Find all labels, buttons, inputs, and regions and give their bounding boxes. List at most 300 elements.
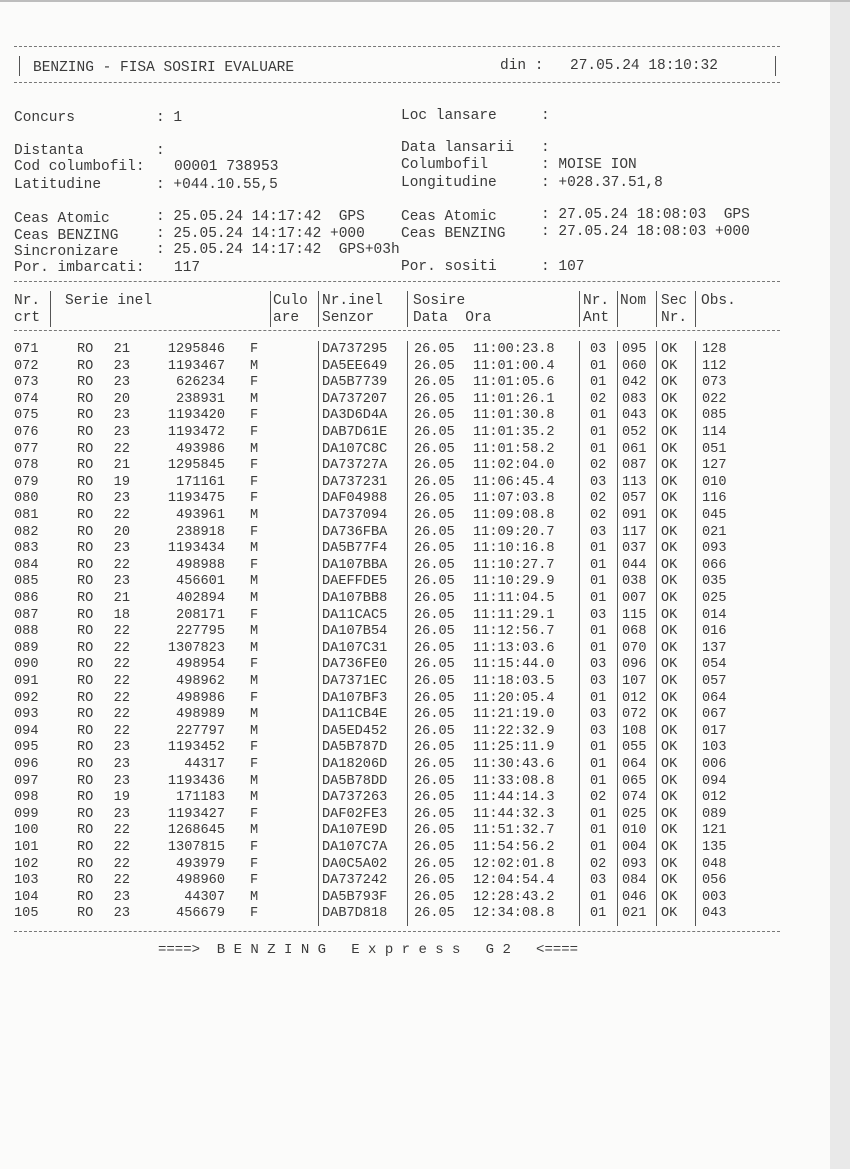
ceas-atomic-value: : 25.05.24 14:17:42 GPS [156,209,365,225]
col-culoare-2: are [273,310,300,326]
cell-ora: 11:01:05.6 [473,375,555,391]
cell-data: 26.05 [414,707,455,723]
cell-an: 22 [113,674,130,689]
cell-obs: 014 [702,607,727,623]
cell-tara: RO [77,773,94,789]
cell-tara: RO [77,707,94,723]
cell-ora: 11:10:27.7 [473,557,555,573]
cell-ant: 03 [590,674,607,689]
cell-an: 22 [113,707,130,723]
cell-nom: 021 [622,906,647,922]
cell-ant: 02 [590,491,607,507]
cell-nr-crt: 086 [14,591,39,606]
cell-inel: 238918 [176,524,225,540]
cell-an: 23 [113,740,130,756]
cell-ant: 01 [590,773,607,789]
cell-data: 26.05 [414,358,455,374]
cell-inel: 1193472 [167,425,225,440]
cell-sec: OK [661,541,678,557]
cell-ant: 01 [590,823,607,839]
cell-inel: 171161 [176,474,225,490]
cell-sex: M [250,823,259,839]
cell-nom: 091 [622,508,647,523]
cell-sec: OK [661,474,678,490]
cell-ant: 02 [590,508,607,523]
cell-ant: 02 [590,790,607,806]
cell-data: 26.05 [414,408,455,424]
cell-ant: 03 [590,524,607,540]
cell-ora: 11:21:19.0 [473,707,555,723]
cell-an: 19 [113,474,130,490]
cell-inel: 498962 [176,674,225,689]
cell-ant: 01 [590,574,607,590]
cell-an: 23 [113,757,130,772]
cell-obs: 043 [702,906,727,922]
columbofil-value: : MOISE ION [541,157,637,173]
cell-obs: 121 [702,823,727,839]
cell-nom: 061 [622,441,647,457]
cell-ora: 11:01:26.1 [473,391,555,407]
cell-an: 22 [113,873,130,889]
cell-an: 22 [113,640,130,656]
cell-sex: F [250,740,259,756]
cell-ant: 03 [590,342,607,357]
cell-sex: F [250,375,259,391]
cell-data: 26.05 [414,906,455,922]
cell-nr-crt: 089 [14,640,39,656]
cell-ant: 01 [590,408,607,424]
cell-ora: 11:01:35.2 [473,425,555,440]
cell-ant: 01 [590,375,607,391]
cell-inel: 1295845 [167,458,225,474]
cell-nom: 064 [622,757,647,772]
cell-nr-crt: 081 [14,508,39,523]
cell-inel: 456679 [176,906,225,922]
cell-ant: 02 [590,391,607,407]
cell-nr-crt: 105 [14,906,39,922]
ceas-benzing-value-2: : 27.05.24 18:08:03 +000 [541,224,750,240]
cell-senzor: DA18206D [322,757,388,772]
cell-tara: RO [77,806,94,822]
cell-obs: 089 [702,806,727,822]
cell-ant: 01 [590,541,607,557]
cell-nr-crt: 087 [14,607,39,623]
cell-an: 22 [113,690,130,706]
cell-sex: F [250,607,259,623]
cell-senzor: DA736FBA [322,524,388,540]
cell-nr-crt: 073 [14,375,39,391]
cell-senzor: DA5ED452 [322,723,388,739]
cell-obs: 010 [702,474,727,490]
ceas-atomic-label-2: Ceas Atomic [401,209,497,225]
cell-nom: 068 [622,624,647,640]
cell-nr-crt: 079 [14,474,39,490]
cell-ora: 11:09:20.7 [473,524,555,540]
cell-inel: 498986 [176,690,225,706]
cell-tara: RO [77,358,94,374]
cell-ora: 12:04:54.4 [473,873,555,889]
cell-senzor: DAF04988 [322,491,388,507]
cell-sec: OK [661,757,678,772]
cell-nom: 107 [622,674,647,689]
cell-ant: 03 [590,657,607,673]
cell-nr-crt: 082 [14,524,39,540]
cell-inel: 171183 [176,790,225,806]
col-separator [656,291,657,327]
cell-sex: F [250,524,259,540]
cell-inel: 1307823 [167,640,225,656]
cell-nom: 072 [622,707,647,723]
cell-nom: 087 [622,458,647,474]
cell-senzor: DA107B54 [322,624,388,640]
cell-ant: 03 [590,723,607,739]
report-datetime: 27.05.24 18:10:32 [570,58,718,74]
cell-nr-crt: 080 [14,491,39,507]
col-nr-ant: Nr. [583,293,610,309]
cell-tara: RO [77,856,94,872]
cell-data: 26.05 [414,342,455,357]
ceas-atomic-value-2: : 27.05.24 18:08:03 GPS [541,207,750,223]
cell-nom: 070 [622,640,647,656]
cell-obs: 067 [702,707,727,723]
cell-ora: 11:22:32.9 [473,723,555,739]
cell-an: 23 [113,806,130,822]
loc-lansare-label: Loc lansare [401,108,497,124]
cell-sec: OK [661,508,678,523]
cell-nr-crt: 084 [14,557,39,573]
cell-obs: 128 [702,342,727,357]
imbarcati-label: Por. imbarcati: [14,260,145,276]
cell-nr-crt: 103 [14,873,39,889]
scan-edge [830,0,850,1169]
cell-tara: RO [77,723,94,739]
cell-sex: F [250,840,259,855]
cell-sex: F [250,806,259,822]
cell-nr-crt: 092 [14,690,39,706]
cell-sec: OK [661,458,678,474]
ceas-benzing-value: : 25.05.24 14:17:42 +000 [156,226,365,242]
cell-data: 26.05 [414,591,455,606]
cell-senzor: DA5B787D [322,740,388,756]
cell-senzor: DA5B793F [322,889,388,905]
columbofil-label: Columbofil [401,157,489,173]
cell-nom: 012 [622,690,647,706]
cell-obs: 112 [702,358,727,374]
cell-ant: 01 [590,906,607,922]
cell-obs: 035 [702,574,727,590]
col-separator [695,291,696,327]
cell-tara: RO [77,491,94,507]
cell-ora: 11:09:08.8 [473,508,555,523]
cell-nom: 074 [622,790,647,806]
cell-sex: M [250,574,259,590]
cell-nom: 007 [622,591,647,606]
cell-an: 22 [113,856,130,872]
cell-tara: RO [77,757,94,772]
cell-sex: M [250,674,259,689]
cell-data: 26.05 [414,474,455,490]
cell-ora: 11:33:08.8 [473,773,555,789]
col-separator [407,291,408,327]
sositi-value: : 107 [541,259,585,275]
cell-nr-crt: 094 [14,723,39,739]
cod-columbofil-label: Cod columbofil: [14,159,145,175]
cell-data: 26.05 [414,873,455,889]
cell-sex: F [250,342,259,357]
cell-ora: 11:13:03.6 [473,640,555,656]
cell-senzor: DA107C8C [322,441,388,457]
cell-data: 26.05 [414,574,455,590]
cell-ant: 01 [590,425,607,440]
data-lansarii-label: Data lansarii [401,140,515,156]
cell-inel: 1193452 [167,740,225,756]
cell-tara: RO [77,674,94,689]
cell-nr-crt: 074 [14,391,39,407]
cell-obs: 017 [702,723,727,739]
cell-sec: OK [661,723,678,739]
cell-senzor: DA0C5A02 [322,856,388,872]
col-separator [579,291,580,327]
concurs-value: : 1 [156,110,183,126]
cell-senzor: DA7371EC [322,674,388,689]
cell-data: 26.05 [414,790,455,806]
cell-sex: M [250,591,259,606]
cell-data: 26.05 [414,773,455,789]
cell-an: 20 [113,391,130,407]
col-separator [617,291,618,327]
cell-sex: F [250,657,259,673]
cell-an: 22 [113,557,130,573]
cell-ant: 03 [590,474,607,490]
cell-ora: 12:02:01.8 [473,856,555,872]
cell-nom: 010 [622,823,647,839]
cell-an: 22 [113,823,130,839]
cell-ant: 01 [590,740,607,756]
cell-ora: 11:00:23.8 [473,342,555,357]
ceas-benzing-label: Ceas BENZING [14,228,119,244]
cell-data: 26.05 [414,856,455,872]
cell-sex: M [250,723,259,739]
cell-nom: 043 [622,408,647,424]
col-separator [617,341,618,926]
cell-nr-crt: 076 [14,425,39,440]
cell-inel: 1295846 [167,342,225,357]
col-separator [407,341,408,926]
cell-an: 23 [113,491,130,507]
col-separator [318,291,319,327]
cell-obs: 127 [702,458,727,474]
scan-top-line [0,0,850,2]
cell-inel: 498960 [176,873,225,889]
cell-sex: M [250,640,259,656]
cell-obs: 051 [702,441,727,457]
cell-nr-crt: 091 [14,674,39,689]
cell-data: 26.05 [414,889,455,905]
cell-ora: 11:11:29.1 [473,607,555,623]
cell-obs: 137 [702,640,727,656]
cell-inel: 493986 [176,441,225,457]
cell-inel: 44317 [184,757,225,772]
cell-data: 26.05 [414,723,455,739]
cell-ora: 11:06:45.4 [473,474,555,490]
cell-an: 21 [113,342,130,357]
cell-obs: 054 [702,657,727,673]
cell-tara: RO [77,524,94,540]
cell-data: 26.05 [414,624,455,640]
cell-senzor: DA107BBA [322,557,388,573]
cell-sec: OK [661,740,678,756]
cell-senzor: DA11CB4E [322,707,388,723]
cell-nom: 117 [622,524,647,540]
cell-tara: RO [77,790,94,806]
cell-ora: 11:02:04.0 [473,458,555,474]
cell-obs: 048 [702,856,727,872]
cell-ora: 11:30:43.6 [473,757,555,772]
cell-tara: RO [77,740,94,756]
col-separator [318,341,319,926]
cell-data: 26.05 [414,425,455,440]
cell-nom: 115 [622,607,647,623]
cell-ant: 01 [590,358,607,374]
cell-sec: OK [661,707,678,723]
cell-sex: M [250,790,259,806]
cell-obs: 006 [702,757,727,772]
cell-senzor: DA737295 [322,342,388,357]
cell-sec: OK [661,840,678,855]
cell-nom: 093 [622,856,647,872]
cell-sec: OK [661,674,678,689]
cell-obs: 114 [702,425,727,440]
cell-tara: RO [77,591,94,606]
cell-obs: 093 [702,541,727,557]
cell-ora: 11:44:14.3 [473,790,555,806]
cell-ora: 11:01:00.4 [473,358,555,374]
cell-an: 23 [113,425,130,440]
longitudine-label: Longitudine [401,175,497,191]
cell-nr-crt: 077 [14,441,39,457]
cell-nr-crt: 096 [14,757,39,772]
cell-senzor: DA5EE649 [322,358,388,374]
dashed-divider [14,281,780,282]
cell-obs: 094 [702,773,727,789]
cell-nom: 057 [622,491,647,507]
cell-obs: 025 [702,591,727,606]
cell-an: 23 [113,358,130,374]
cell-sex: F [250,856,259,872]
cell-senzor: DA5B77F4 [322,541,388,557]
cell-ant: 01 [590,441,607,457]
cell-sex: F [250,408,259,424]
cell-nr-crt: 104 [14,889,39,905]
cell-sec: OK [661,790,678,806]
cell-ora: 11:20:05.4 [473,690,555,706]
cell-data: 26.05 [414,806,455,822]
cell-nr-crt: 090 [14,657,39,673]
cell-ant: 02 [590,856,607,872]
cell-data: 26.05 [414,458,455,474]
distanta-label: Distanta [14,143,84,159]
col-crt: crt [14,310,41,326]
cell-ant: 01 [590,757,607,772]
cell-inel: 1193475 [167,491,225,507]
cell-ant: 01 [590,806,607,822]
cell-data: 26.05 [414,508,455,523]
cell-tara: RO [77,889,94,905]
cell-data: 26.05 [414,823,455,839]
cell-an: 22 [113,657,130,673]
cell-tara: RO [77,640,94,656]
cell-obs: 116 [702,491,727,507]
cell-ant: 01 [590,690,607,706]
col-obs: Obs. [701,293,736,309]
cell-sec: OK [661,607,678,623]
cell-tara: RO [77,840,94,855]
cell-inel: 1193427 [167,806,225,822]
cell-obs: 045 [702,508,727,523]
cell-tara: RO [77,342,94,357]
col-separator [579,341,580,926]
cell-nom: 096 [622,657,647,673]
cell-tara: RO [77,408,94,424]
cell-senzor: DA737242 [322,873,388,889]
cell-an: 22 [113,624,130,640]
cell-nr-crt: 099 [14,806,39,822]
cell-inel: 1193434 [167,541,225,557]
cell-sec: OK [661,375,678,391]
cell-obs: 066 [702,557,727,573]
cell-tara: RO [77,823,94,839]
cell-senzor: DAB7D61E [322,425,388,440]
cell-obs: 064 [702,690,727,706]
cell-ora: 11:25:11.9 [473,740,555,756]
cell-ant: 01 [590,591,607,606]
cell-ant: 03 [590,873,607,889]
cell-nr-crt: 071 [14,342,39,357]
cell-data: 26.05 [414,441,455,457]
cell-sec: OK [661,425,678,440]
cell-tara: RO [77,474,94,490]
sincronizare-value: : 25.05.24 14:17:42 GPS+03h [156,242,400,258]
cell-senzor: DA107C31 [322,640,388,656]
cell-an: 22 [113,840,130,855]
cell-sec: OK [661,856,678,872]
cell-senzor: DA3D6D4A [322,408,388,424]
dashed-divider [14,931,780,932]
cell-senzor: DA5B78DD [322,773,388,789]
cell-data: 26.05 [414,541,455,557]
cell-an: 23 [113,906,130,922]
cell-data: 26.05 [414,391,455,407]
cell-nom: 042 [622,375,647,391]
cell-inel: 493979 [176,856,225,872]
concurs-label: Concurs [14,110,75,126]
cell-tara: RO [77,574,94,590]
cell-ant: 03 [590,607,607,623]
cell-data: 26.05 [414,757,455,772]
cell-sec: OK [661,657,678,673]
data-lansarii-value: : [541,140,550,156]
cell-data: 26.05 [414,557,455,573]
cell-sec: OK [661,773,678,789]
cell-sex: M [250,707,259,723]
sositi-label: Por. sositi [401,259,497,275]
col-separator [270,291,271,327]
cell-sex: F [250,906,259,922]
cell-obs: 016 [702,624,727,640]
col-ant: Ant [583,310,610,326]
cell-ant: 01 [590,557,607,573]
cell-ora: 11:01:58.2 [473,441,555,457]
